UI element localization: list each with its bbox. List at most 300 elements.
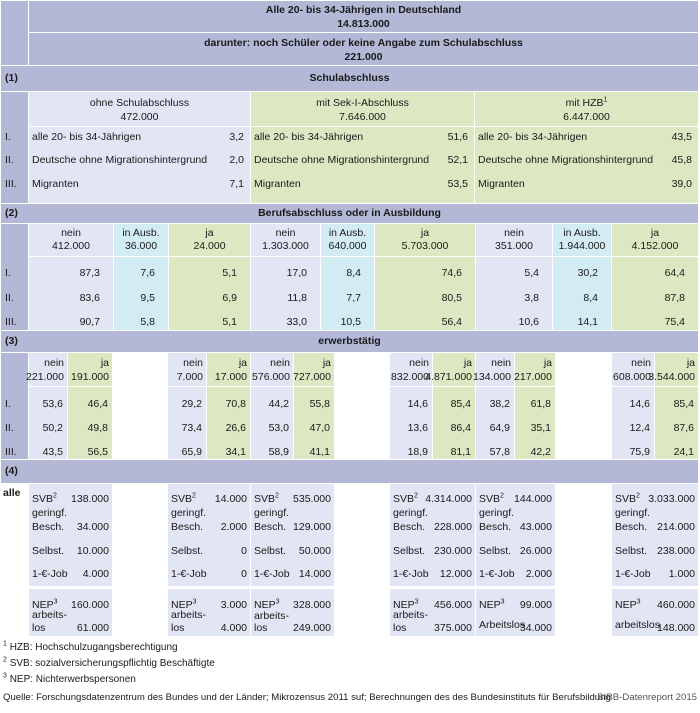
section3-number: (3) — [5, 335, 18, 347]
euro-job-label: 1-€-Job — [479, 568, 515, 580]
footnote-marker: 3 — [275, 598, 280, 606]
section2-column — [476, 224, 552, 330]
section4-nonemployment-block — [29, 589, 112, 636]
geringf-label: geringf. — [171, 507, 207, 519]
section4-employment-block — [251, 484, 334, 586]
section2-value: 5,1 — [222, 267, 237, 279]
section3-divider — [433, 386, 475, 387]
footnote-svb-text: SVB: sozialversicherungspflichtig Beschäftigte — [9, 658, 215, 669]
besch-label: Besch. — [171, 521, 204, 533]
section2-column — [251, 224, 320, 330]
los-label: los — [393, 622, 407, 634]
section3-ja-value: 24,1 — [673, 446, 694, 458]
svb-label — [32, 493, 57, 505]
footnote-marker: 2 — [53, 492, 57, 500]
section3-ja-value: 42,2 — [530, 446, 551, 458]
section1-row-value: 7,1 — [229, 178, 244, 190]
section1-group-label — [475, 97, 698, 109]
section4-employment-block — [476, 484, 555, 586]
euro-job-label: 1-€-Job — [615, 568, 651, 580]
section2-column-label: ja — [420, 227, 430, 239]
section4-nonemployment-block — [476, 589, 555, 636]
section2-value: 10,5 — [340, 316, 361, 328]
footnote-marker: 3 — [500, 598, 505, 606]
section4-nonemployment-block — [168, 589, 250, 636]
section1-row-value: 2,0 — [229, 154, 244, 166]
selbst-value: 238.000 — [657, 545, 695, 557]
section3-nein-value: 50,2 — [42, 422, 63, 434]
section3-nein-value: 64,9 — [489, 422, 510, 434]
besch-label: Besch. — [479, 521, 512, 533]
section3-title: erwerbstätig — [318, 335, 381, 347]
section3-nein-column — [473, 353, 514, 459]
section1-row-label: Migranten — [478, 178, 525, 190]
svb-label-text: SVB — [393, 493, 415, 505]
data-table — [1, 1, 698, 636]
credit-note: BIBB-Datenreport 2015 — [597, 692, 697, 703]
nep-value: 160.000 — [71, 599, 109, 611]
section3-row-number: III. — [5, 446, 17, 458]
euro-job-value: 4.000 — [82, 568, 109, 580]
section1-row-label: Deutsche ohne Migrationshintergrund — [32, 154, 208, 166]
section3-ja-label: ja — [463, 357, 472, 369]
section2-column — [321, 224, 374, 330]
section3-nein-value: 14,6 — [407, 398, 428, 410]
nep-value: 3.000 — [220, 599, 247, 611]
section3-ja-label: ja — [543, 357, 552, 369]
section3-nein-value: 53,0 — [268, 422, 289, 434]
footnote-marker: 1 — [603, 96, 608, 104]
besch-label: Besch. — [254, 521, 287, 533]
section2-value: 14,1 — [577, 316, 598, 328]
selbst-value: 230.000 — [434, 545, 472, 557]
svb-value: 14.000 — [214, 493, 247, 505]
section2-value: 6,9 — [222, 292, 237, 304]
section1-group-total: 7.646.000 — [339, 111, 386, 123]
section2-value: 5,1 — [222, 316, 237, 328]
footnote-nep — [3, 674, 136, 685]
section2-value: 87,8 — [664, 292, 685, 304]
section3-ja-total: 17.000 — [214, 371, 247, 383]
section2-column-total: 5.703.000 — [401, 240, 449, 252]
section1-group — [29, 92, 250, 203]
section2-value: 33,0 — [286, 316, 307, 328]
footnote-marker: 2 — [500, 492, 504, 500]
section3-nein-label: nein — [44, 357, 64, 369]
arbeits-label: arbeits- — [393, 609, 429, 621]
euro-job-value: 2.000 — [525, 568, 552, 580]
arbeitslos-label: arbeitslos — [615, 619, 660, 631]
section2-value: 17,0 — [286, 267, 307, 279]
section2-value: 8,4 — [583, 292, 598, 304]
footnote-hzb — [3, 642, 178, 653]
section1-row-value: 52,1 — [447, 154, 468, 166]
footnote-marker: 2 — [192, 492, 196, 500]
section3-nein-column — [251, 353, 293, 459]
section2-value: 11,8 — [287, 292, 307, 304]
selbst-label: Selbst. — [479, 545, 512, 557]
section1-row-value: 53,5 — [447, 178, 468, 190]
section2-value: 56,4 — [441, 316, 462, 328]
section2-title: Berufsabschluss oder in Ausbildung — [258, 207, 441, 219]
section3-ja-value: 49,8 — [87, 422, 108, 434]
section1-group-label — [29, 97, 250, 109]
besch-label: Besch. — [615, 521, 648, 533]
los-label: los — [171, 622, 185, 634]
section2-column-label: ja — [650, 227, 660, 239]
section4-header — [1, 460, 698, 483]
section3-ja-value: 26,6 — [225, 422, 246, 434]
section2-column — [114, 224, 168, 330]
svb-label-text: SVB — [615, 493, 637, 505]
section1-group-divider — [475, 126, 698, 127]
section3-ja-column — [515, 353, 555, 459]
section3-header — [1, 331, 698, 352]
selbst-value: 0 — [241, 545, 247, 557]
geringf-label: geringf. — [32, 507, 68, 519]
section1-row-label: alle 20- bis 34-Jährigen — [254, 131, 364, 143]
section3-divider — [655, 386, 698, 387]
section2-column-total: 640.000 — [328, 240, 367, 252]
arbeits-label: arbeits- — [171, 609, 207, 621]
section3-nein-total: 832.000 — [391, 371, 429, 383]
geringf-value: 2.000 — [220, 521, 247, 533]
section2-value: 90,7 — [79, 316, 100, 328]
section3-divider — [29, 386, 67, 387]
section2-column-divider — [321, 256, 374, 257]
section3-ja-total: 217.000 — [514, 371, 552, 383]
section1-row-number: III. — [5, 178, 17, 190]
svb-value: 3.033.000 — [648, 493, 695, 505]
nep-value: 460.000 — [657, 599, 695, 611]
section3-ja-total: 191.000 — [71, 371, 109, 383]
section4-all-label: alle — [3, 487, 21, 499]
svb-value: 138.000 — [71, 493, 109, 505]
section1-row-label: alle 20- bis 34-Jährigen — [32, 131, 142, 143]
section2-number: (2) — [5, 207, 18, 219]
footnote-marker: 2 — [414, 492, 418, 500]
section3-ja-value: 85,4 — [673, 398, 694, 410]
section1-row-value: 45,8 — [671, 154, 692, 166]
section3-ja-column — [207, 353, 250, 459]
section2-column-divider — [114, 256, 168, 257]
section3-ja-total: 4.871.000 — [425, 371, 472, 383]
nep-label-text: NEP — [615, 599, 637, 611]
section3-ja-label: ja — [238, 357, 247, 369]
section1-row-value: 39,0 — [671, 178, 692, 190]
section2-value: 3,8 — [524, 292, 539, 304]
euro-job-label: 1-€-Job — [393, 568, 429, 580]
section3-nein-total: 134.000 — [473, 371, 511, 383]
footnote-hzb-text: HZB: Hochschulzugangsberechtigung — [9, 642, 178, 653]
section3-ja-column — [68, 353, 112, 459]
section2-row-number: III. — [5, 316, 17, 328]
section4-number: (4) — [5, 465, 18, 477]
section3-ja-value: 81,1 — [450, 446, 471, 458]
section3-divider — [612, 386, 654, 387]
section2-value: 74,6 — [441, 267, 462, 279]
section1-row-value: 43,5 — [671, 131, 692, 143]
section2-column-label: in Ausb. — [122, 227, 160, 239]
footnote-nep-marker: 3 — [3, 672, 7, 680]
section2-value: 83,6 — [79, 292, 100, 304]
svb-value: 4.314.000 — [425, 493, 472, 505]
nep-label-text: NEP — [32, 599, 54, 611]
section2-column-total: 4.152.000 — [631, 240, 679, 252]
selbst-label: Selbst. — [615, 545, 648, 557]
section2-column-total: 351.000 — [495, 240, 533, 252]
euro-job-value: 0 — [241, 568, 247, 580]
nep-value: 456.000 — [434, 599, 472, 611]
arbeitslos-value: 148.000 — [657, 622, 695, 634]
section3-nein-column — [612, 353, 654, 459]
section4-employment-block — [29, 484, 112, 586]
section2-value: 5,8 — [140, 316, 155, 328]
section2-column-divider — [476, 256, 552, 257]
section2-column-divider — [553, 256, 611, 257]
section3-ja-value: 56,5 — [87, 446, 108, 458]
los-label: los — [32, 622, 46, 634]
footnote-hzb-marker: 1 — [3, 640, 7, 648]
nep-label — [615, 599, 641, 611]
section2-column-divider — [612, 256, 698, 257]
besch-label: Besch. — [32, 521, 65, 533]
section1-row-number: II. — [5, 154, 14, 166]
section2-column — [553, 224, 611, 330]
section3-ja-value: 70,8 — [225, 398, 246, 410]
section3-ja-value: 46,4 — [87, 398, 108, 410]
section2-value: 7,7 — [346, 292, 361, 304]
section2-value: 87,3 — [79, 267, 100, 279]
section3-nein-column — [26, 353, 67, 459]
section3-nein-value: 38,2 — [489, 398, 510, 410]
section3-ja-total: 727.000 — [293, 371, 331, 383]
section3-nein-value: 18,9 — [407, 446, 428, 458]
selbst-label: Selbst. — [254, 545, 287, 557]
section3-ja-column — [294, 353, 334, 459]
nep-label-text: NEP — [171, 599, 193, 611]
section3-nein-column — [390, 353, 432, 459]
geringf-label: geringf. — [479, 507, 515, 519]
section3-ja-label: ja — [322, 357, 331, 369]
section2-column-label: in Ausb. — [563, 227, 601, 239]
section2-column-total: 412.000 — [52, 240, 90, 252]
section2-column-total: 1.303.000 — [262, 240, 309, 252]
section2-column-divider — [375, 256, 475, 257]
footnote-marker: 3 — [53, 598, 58, 606]
section1-row-label: alle 20- bis 34-Jährigen — [478, 131, 588, 143]
section3-nein-value: 29,2 — [181, 398, 202, 410]
section2-value: 10,6 — [518, 316, 539, 328]
nep-label — [479, 599, 505, 611]
section3-divider — [476, 386, 514, 387]
section1-row-value: 3,2 — [229, 131, 244, 143]
section2-column — [612, 224, 698, 330]
section2-column — [375, 224, 475, 330]
section1-title: Schulabschluss — [309, 72, 390, 84]
section3-ja-value: 41,1 — [309, 446, 330, 458]
section3-ja-value: 61,8 — [530, 398, 551, 410]
section3-nein-label: nein — [270, 357, 290, 369]
section2-column — [29, 224, 113, 330]
selbst-label: Selbst. — [393, 545, 426, 557]
selbst-value: 10.000 — [76, 545, 109, 557]
section3-ja-value: 86,4 — [450, 422, 471, 434]
section2-column-divider — [29, 256, 113, 257]
section2-value: 64,4 — [664, 267, 685, 279]
svb-label-text: SVB — [171, 493, 193, 505]
los-label: los — [254, 622, 268, 634]
title-header — [29, 1, 698, 32]
nep-label-text: NEP — [393, 599, 415, 611]
arbeitslos-value: 375.000 — [434, 622, 472, 634]
geringf-value: 43.000 — [519, 521, 552, 533]
geringf-label: geringf. — [393, 507, 429, 519]
section2-column-total: 36.000 — [124, 240, 158, 252]
euro-job-value: 14.000 — [298, 568, 331, 580]
source-note: Quelle: Forschungsdatenzentrum des Bundes und der Länder; Mikrozensus 2011 suf; Berechnungen des des Bundesinstituts für Berufsbildung — [3, 692, 611, 703]
section3-row-number: I. — [5, 398, 11, 410]
section2-column-label: nein — [504, 227, 524, 239]
svb-label-text: SVB — [479, 493, 501, 505]
title-line2: 14.813.000 — [337, 18, 390, 30]
section2-value: 75,4 — [664, 316, 685, 328]
section3-divider — [390, 386, 432, 387]
section4-nonemployment-block — [390, 589, 475, 636]
section3-nein-total: 576.000 — [252, 371, 290, 383]
svb-label — [479, 493, 504, 505]
section2-value: 8,4 — [346, 267, 361, 279]
svb-value: 144.000 — [514, 493, 552, 505]
euro-job-label: 1-€-Job — [32, 568, 68, 580]
footnote-nep-text: NEP: Nichterwerbspersonen — [9, 674, 136, 685]
section2-value: 7,6 — [140, 267, 155, 279]
section1-group-label-text: mit HZB — [565, 97, 604, 109]
selbst-label: Selbst. — [32, 545, 65, 557]
footnote-svb — [3, 658, 215, 669]
nep-value: 99.000 — [519, 599, 552, 611]
section2-column-divider — [169, 256, 250, 257]
nep-value: 328.000 — [293, 599, 331, 611]
euro-job-label: 1-€-Job — [171, 568, 207, 580]
section2-column-label: nein — [275, 227, 296, 239]
euro-job-value: 1.000 — [668, 568, 695, 580]
section3-nein-label: nein — [491, 357, 511, 369]
section1-group — [251, 92, 474, 203]
section3-nein-total: 608.000 — [613, 371, 651, 383]
footnote-marker: 3 — [414, 598, 419, 606]
arbeitslos-value: 61.000 — [76, 622, 109, 634]
section1-group-label-text: ohne Schulabschluss — [89, 97, 190, 109]
section3-ja-value: 55,8 — [309, 398, 330, 410]
footnote-marker: 2 — [636, 492, 640, 500]
section3-nein-label: nein — [409, 357, 429, 369]
section1-group-label-text: mit Sek-I-Abschluss — [316, 97, 409, 109]
section1-group-label — [251, 97, 474, 109]
section3-ja-value: 47,0 — [309, 422, 330, 434]
svb-value: 535.000 — [293, 493, 331, 505]
svb-label-text: SVB — [254, 493, 276, 505]
section3-nein-value: 44,2 — [268, 398, 289, 410]
geringf-label: geringf. — [254, 507, 290, 519]
section2-column-label: ja — [205, 227, 214, 239]
section1-header — [1, 66, 698, 91]
section1-group-divider — [251, 126, 474, 127]
section1-row-label: Migranten — [32, 178, 79, 190]
section1-row-label: Deutsche ohne Migrationshintergrund — [478, 154, 654, 166]
section3-nein-label: nein — [183, 357, 203, 369]
section3-divider — [207, 386, 250, 387]
section3-nein-value: 58,9 — [268, 446, 289, 458]
section2-column-label: in Ausb. — [328, 227, 367, 239]
svb-label — [254, 493, 279, 505]
section3-divider — [68, 386, 112, 387]
section1-row-number: I. — [5, 131, 11, 143]
section2-column — [169, 224, 250, 330]
section3-ja-total: 3.544.000 — [648, 371, 695, 383]
arbeitslos-label: Arbeitslos — [479, 619, 526, 631]
section3-nein-total: 7.000 — [176, 371, 203, 383]
section1-number: (1) — [5, 72, 18, 84]
geringf-value: 228.000 — [434, 521, 472, 533]
section2-column-total: 24.000 — [193, 240, 226, 252]
besch-label: Besch. — [393, 521, 426, 533]
svb-label — [171, 493, 196, 505]
section4-nonemployment-block — [612, 589, 698, 636]
arbeitslos-value: 249.000 — [293, 622, 331, 634]
section3-nein-value: 13,6 — [407, 422, 428, 434]
section3-nein-label: nein — [631, 357, 651, 369]
section3-nein-value: 73,4 — [181, 422, 202, 434]
selbst-label: Selbst. — [171, 545, 204, 557]
section3-ja-column — [648, 353, 698, 459]
subtitle-header — [29, 33, 698, 65]
nep-label-text: NEP — [254, 599, 276, 611]
section3-nein-column — [168, 353, 206, 459]
geringf-label: geringf. — [615, 507, 651, 519]
section3-divider — [251, 386, 293, 387]
section1-group-total: 472.000 — [120, 111, 159, 123]
nep-label-text: NEP — [479, 599, 501, 611]
section3-divider — [515, 386, 555, 387]
euro-job-value: 12.000 — [439, 568, 472, 580]
section3-divider — [168, 386, 206, 387]
section2-value: 5,4 — [524, 267, 539, 279]
section1-row-value: 51,6 — [447, 131, 468, 143]
section4-employment-block — [168, 484, 250, 586]
section3-ja-value: 35,1 — [530, 422, 551, 434]
section2-value: 30,2 — [577, 267, 598, 279]
section3-divider — [294, 386, 334, 387]
section3-nein-value: 53,6 — [42, 398, 63, 410]
footnote-svb-marker: 2 — [3, 656, 7, 664]
section2-value: 80,5 — [441, 292, 462, 304]
arbeitslos-value: 4.000 — [220, 622, 247, 634]
section3-nein-value: 57,8 — [489, 446, 510, 458]
geringf-value: 34.000 — [76, 521, 109, 533]
section3-row-number: II. — [5, 422, 14, 434]
section3-nein-total: 221.000 — [26, 371, 64, 383]
title-side — [1, 1, 28, 65]
svb-label — [393, 493, 418, 505]
arbeits-label: arbeits- — [254, 610, 290, 622]
selbst-value: 50.000 — [298, 545, 331, 557]
section3-ja-label: ja — [100, 357, 109, 369]
section4-employment-block — [612, 484, 698, 586]
euro-job-label: 1-€-Job — [254, 568, 290, 580]
footnote-marker: 3 — [192, 598, 197, 606]
section4-employment-block — [390, 484, 475, 586]
